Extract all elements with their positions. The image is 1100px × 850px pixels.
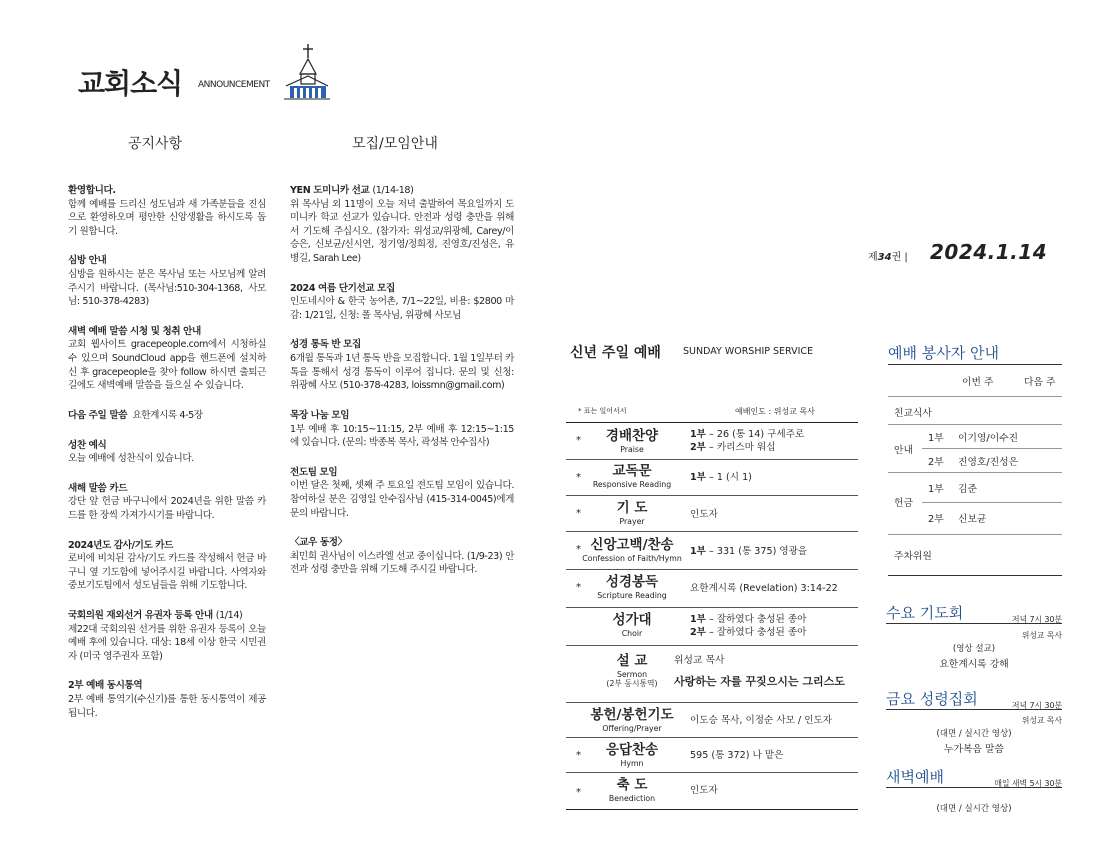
next-week-header: 다음 주 — [1024, 377, 1056, 388]
wednesday-mode: (영상 설교) — [952, 644, 996, 654]
notice-title: 성찬 예식 — [68, 439, 107, 451]
fellowship-row — [888, 397, 1062, 425]
service-label: 1부 — [690, 472, 706, 483]
recruit-title: 〈교우 동정〉 — [290, 537, 347, 549]
friday-title: 금요 성령집회 — [886, 690, 978, 708]
order-row — [566, 496, 858, 532]
wednesday-leader: 위성교 목사 — [1021, 631, 1062, 640]
recruit-title-date: (1/14-18) — [372, 185, 414, 196]
friday-mode: (대면 / 실시간 영상) — [936, 729, 1012, 739]
church-icon — [284, 42, 330, 100]
service-label: 2부 — [690, 442, 706, 454]
recruit-title: 전도팀 모임 — [290, 466, 338, 478]
recruit-body: 위 목사님 외 11명이 오늘 저녁 출발하여 목요일까지 도미니카 학교 선교가 있습니다. 안전과 성령 충만을 위해서 기도해 주십시오. (참가자: 위성교/위광혜, Carey/이승은, 신보균/신시연, 정기영/정희정, 진영호/진성은, 유병길, Sarah Lee) — [290, 198, 514, 265]
order-row — [566, 532, 858, 570]
notice-item — [68, 539, 266, 593]
volume-prefix: 제 — [868, 252, 878, 263]
order-row — [566, 570, 858, 608]
dawn-mode: (대면 / 실시간 영상) — [936, 804, 1012, 814]
notice-title: 국회의원 재외선거 유권자 등록 안내 — [68, 610, 213, 622]
order-name-en: Benediction — [608, 793, 656, 803]
page-title: 교회소식 — [78, 67, 183, 100]
wednesday-text: 요한계시록 강해 — [939, 659, 1009, 670]
standing-mark: * — [576, 750, 581, 761]
order-name-en: Offering/Prayer — [602, 723, 662, 733]
preacher: 위성교 목사 — [674, 655, 725, 666]
notice-item — [68, 609, 266, 663]
notice-body: 함께 예배를 드리신 성도님과 새 가족분들을 진심으로 환영하오며 평안한 신앙생활을 하시도록 돕기 원합니다. — [68, 198, 266, 237]
recruit-item — [290, 466, 514, 520]
recruit-title: 성경 통독 반 모집 — [290, 339, 361, 351]
order-name-en: Choir — [621, 628, 643, 638]
order-name: 설 교 — [616, 653, 648, 669]
friday-time: 저녁 7시 30분 — [1012, 701, 1062, 710]
notice-title: 환영합니다. — [68, 185, 116, 196]
recruit-body: 최민희 권사님이 이스라엘 선교 중이십니다. (1/9-23) 안전과 성령 충만을 위해 기도해 주시길 바랍니다. — [290, 550, 514, 576]
order-name: 신앙고백/찬송 — [590, 537, 674, 553]
notice-title: 새해 말씀 카드 — [68, 482, 128, 494]
wednesday-title: 수요 기도회 — [886, 604, 964, 622]
notice-title: 2024년도 감사/기도 카드 — [68, 539, 174, 551]
volume-number: 34 — [877, 252, 892, 263]
order-detail: 이도승 목사, 이정순 사모 / 인도자 — [690, 715, 833, 726]
recruit-heading: 모집/모임안내 — [352, 136, 438, 152]
order-detail: 595 (통 372) 나 맡은 — [690, 750, 784, 761]
recruit-item — [290, 184, 514, 266]
standing-mark: * — [576, 544, 581, 555]
dawn-title: 새벽예배 — [886, 768, 944, 786]
service-label: 1부 — [690, 546, 706, 557]
standing-mark: * — [576, 472, 581, 483]
wednesday-time: 저녁 7시 30분 — [1012, 615, 1062, 624]
recruit-title: 2024 여름 단기선교 모집 — [290, 282, 395, 294]
recruit-item — [290, 536, 514, 577]
order-name-en: Hymn — [620, 758, 644, 768]
notice-body: 교회 웹사이트 gracepeople.com에서 시청하실 수 있으며 SoundCloud app을 핸드폰에 설치하신 후 gracepeople을 찾아 follow 하시면 출퇴근 길에도 새벽예배 말씀을 들으실 수 있습니다. — [68, 339, 266, 392]
notice-body: 2부 예배 통역기(수신기)를 통한 동시통역이 제공됩니다. — [68, 694, 266, 719]
notice-title-date: (1/14) — [215, 610, 243, 622]
order-row — [566, 608, 858, 646]
notice-item — [68, 679, 266, 720]
notice-title: 새벽 예배 말씀 시청 및 청취 안내 — [68, 325, 201, 337]
volunteers-table — [888, 364, 1062, 576]
notice-title: 2부 예배 동시통역 — [68, 680, 143, 692]
notices-heading: 공지사항 — [128, 136, 183, 152]
issue-date: 2024.1.14 — [930, 240, 1048, 264]
offering-label: 헌금 — [894, 498, 913, 509]
offering-2-label: 2부 — [928, 514, 944, 525]
order-name-en: Prayer — [619, 516, 645, 526]
recruit-body: 인도네시아 & 한국 농어촌, 7/1~22일, 비용: $2800 마감: 1/21일, 신청: 폴 목사님, 위광혜 사모님 — [290, 296, 514, 321]
order-name: 기 도 — [616, 500, 648, 516]
service-label: 1부 — [690, 614, 706, 625]
friday-leader: 위성교 목사 — [1021, 716, 1062, 725]
service-label: 2부 — [690, 627, 706, 639]
order-name-en: Sermon — [616, 669, 648, 679]
order-name: 성경봉독 — [605, 574, 659, 590]
recruit-body: 1부 예배 후 10:15~11:15, 2부 예배 후 12:15~1:15에 있습니다. (문의: 박종복 목사, 곽성복 안수집사) — [290, 423, 514, 449]
order-name-note: (2부 동시통역) — [606, 678, 658, 688]
offering-row — [888, 473, 1062, 535]
order-detail: 요한계시록 (Revelation) 3:14-22 — [690, 583, 838, 594]
next-sermon-text: 요한계시록 4-5장 — [132, 409, 203, 421]
order-row — [566, 773, 858, 809]
order-name-en: Scripture Reading — [597, 590, 667, 600]
order-detail: – 1 (시 1) — [705, 472, 752, 483]
notice-item — [68, 325, 266, 393]
notice-body: 심방을 원하시는 분은 목사님 또는 사모님께 알려 주시기 바랍니다. (목사님:510-304-1368, 사모님: 510-378-4283) — [68, 269, 266, 308]
order-detail: 인도자 — [690, 785, 718, 796]
notice-title: 다음 주일 말씀 — [68, 409, 128, 421]
recruit-item — [290, 338, 514, 392]
order-name: 봉헌/봉헌기도 — [590, 707, 674, 723]
offering-1-name: 김준 — [958, 484, 977, 495]
recruit-body: 6개월 통독과 1년 통독 반을 모집합니다. 1월 1일부터 카톡을 통해서 성경 통독이 이루어 집니다. 문의 및 신청: 위광혜 사모 (510-378-4283, loissmn@gmail.com) — [290, 353, 515, 392]
standing-note: * 표는 일어서서 — [578, 407, 627, 415]
worship-order — [566, 422, 858, 810]
standing-mark: * — [576, 508, 581, 519]
order-row — [566, 703, 858, 738]
order-detail: – 잘하였다 충성된 종아 — [705, 614, 807, 625]
offering-1-label: 1부 — [928, 484, 944, 495]
volume-suffix: 권 | — [891, 252, 908, 263]
worship-title: 신년 주일 예배 — [570, 345, 661, 361]
page-subtitle: ANNOUNCEMENT — [198, 80, 270, 90]
notice-body: 제22대 국회의원 선거를 위한 유권자 등록이 오늘 예배 후에 있습니다. 대상: 18세 이상 한국 시민권자 (미국 영주권자 포함) — [68, 623, 266, 662]
notice-item — [68, 439, 266, 466]
order-name: 교독문 — [612, 463, 652, 479]
notice-item — [68, 254, 266, 308]
notice-item — [68, 409, 266, 423]
order-detail: – 26 (통 14) 구세주로 — [705, 429, 805, 440]
order-name: 축 도 — [616, 777, 648, 793]
standing-mark: * — [576, 787, 581, 798]
order-detail: – 카리스마 워십 — [705, 442, 776, 454]
recruit-title: 목장 나눔 모임 — [290, 409, 350, 421]
recruit-body: 이번 달은 첫째, 셋째 주 토요일 전도팀 모임이 있습니다. 참여하실 분은 김영일 안수집사님 (415-314-0045)에게 문의 바랍니다. — [290, 480, 514, 519]
order-name: 응답찬송 — [605, 742, 659, 758]
order-name-en: Confession of Faith/Hymn — [582, 553, 682, 563]
usher-2-label: 2부 — [928, 457, 944, 468]
order-detail: – 331 (통 375) 영광을 — [705, 546, 808, 557]
usher-row — [888, 425, 1062, 473]
notice-body: 오늘 예배에 성찬식이 있습니다. — [68, 453, 194, 465]
notice-item — [68, 184, 266, 238]
order-name-en: Responsive Reading — [592, 479, 672, 489]
order-name: 경배찬양 — [605, 428, 659, 444]
order-detail: – 잘하였다 충성된 종아 — [705, 627, 807, 639]
order-row — [566, 460, 858, 496]
volunteers-title: 예배 봉사자 안내 — [888, 344, 999, 362]
notices-column — [68, 184, 266, 736]
usher-2-name: 진영호/진성은 — [958, 457, 1019, 468]
this-week-header: 이번 주 — [962, 377, 994, 388]
friday-text: 누가복음 말씀 — [944, 744, 1004, 755]
standing-mark: * — [576, 435, 581, 446]
order-detail: 인도자 — [690, 509, 718, 520]
offering-2-name: 신보균 — [958, 514, 987, 525]
recruit-item — [290, 282, 514, 323]
parking-label: 주차위원 — [894, 551, 932, 562]
worship-leader: 예배인도 : 위성교 목사 — [735, 407, 815, 416]
notice-body: 로비에 비치된 감사/기도 카드를 작성해서 헌금 바구니 옆 기도함에 넣어주시길 바랍니다. 사역자와 중보기도팀에서 성도님들을 위해 기도합니다. — [68, 553, 266, 592]
notice-item — [68, 482, 266, 523]
recruit-item — [290, 409, 514, 450]
standing-mark: * — [576, 582, 581, 593]
notice-body: 강단 앞 헌금 바구니에서 2024년을 위한 말씀 카드를 한 장씩 가져가시기를 바랍니다. — [68, 496, 266, 521]
worship-title-en: SUNDAY WORSHIP SERVICE — [683, 346, 814, 357]
order-row — [566, 738, 858, 773]
dawn-time: 매일 새벽 5시 30분 — [994, 779, 1062, 788]
order-row — [566, 423, 858, 460]
sermon-title: 사랑하는 자를 꾸짖으시는 그리스도 — [674, 675, 845, 688]
usher-label: 안내 — [894, 445, 913, 456]
fellowship-label: 친교식사 — [894, 408, 932, 419]
volunteers-header-row — [888, 365, 1062, 397]
recruit-title: YEN 도미니카 선교 — [290, 185, 370, 196]
recruit-column — [290, 184, 514, 593]
parking-row — [888, 535, 1062, 575]
usher-1-name: 이기영/이수진 — [958, 433, 1019, 444]
order-name-en: Praise — [620, 444, 644, 454]
volume-label — [868, 248, 908, 263]
service-label: 1부 — [690, 429, 706, 440]
notice-title: 심방 안내 — [68, 255, 107, 267]
usher-1-label: 1부 — [928, 433, 944, 444]
order-row-sermon — [566, 646, 858, 703]
order-name: 성가대 — [612, 612, 652, 628]
